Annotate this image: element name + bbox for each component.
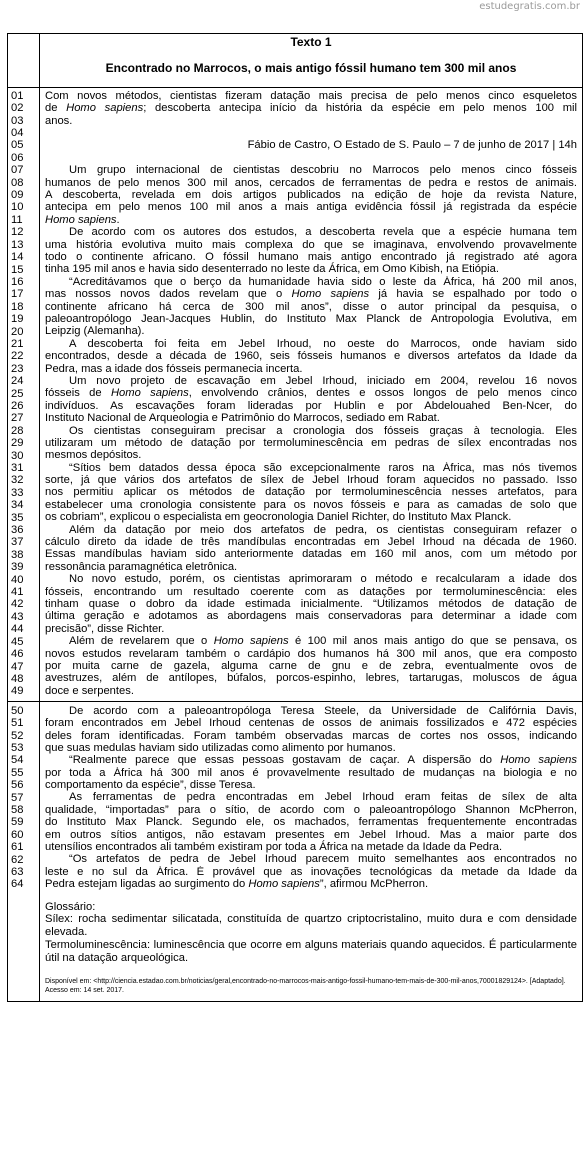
- line-number: 02: [11, 102, 24, 115]
- text-line: última geração e adotamos as abordagens mais conservadoras para determinar a idade com: [45, 610, 577, 623]
- text-line: [45, 127, 577, 139]
- text-line: Homo sapiens.: [45, 213, 120, 226]
- text-line: encontrados, desde a década de 1960, seis fósseis humanos e diversos artefatos da Idade da: [45, 350, 577, 363]
- text-line: De acordo com a paleoantropóloga Teresa Steele, da Universidade de Califórnia Davis,: [69, 704, 577, 717]
- text-line: os cobriam”, explicou o especialista em geocronologia Daniel Richter, do Instituto Max Planck.: [45, 511, 512, 524]
- line-number: 12: [11, 226, 24, 239]
- text-line: Pedra estejam ligadas ao surgimento do Homo sapiens”, afirmou McPherron.: [45, 878, 429, 891]
- line-number: 07: [11, 164, 24, 177]
- text-line: mas nossos novos dados revelam que o Homo sapiens já havia se espalhado por todo o: [45, 288, 577, 301]
- line-number: 03: [11, 114, 24, 127]
- text-line: qualidade, “importadas” para o sítio, de acordo com o paleoantropólogo Shannon McPherron,: [45, 803, 577, 816]
- line-number: 44: [11, 623, 24, 636]
- line-number: 10: [11, 201, 24, 214]
- line-number: 27: [11, 412, 24, 425]
- line-number: 63: [11, 866, 24, 878]
- line-number: 45: [11, 635, 24, 648]
- line-number: 16: [11, 275, 24, 288]
- line-number: 24: [11, 375, 24, 388]
- text-line: novos estudos revelaram também o cardápio dos humanos há 300 mil anos, que era composto: [45, 647, 577, 660]
- text-line: ressonância paramagnética eletrônica.: [45, 560, 238, 573]
- line-number: 13: [11, 238, 24, 251]
- glossary-termoluminescencia: Termoluminescência: luminescência que ocorre em alguns materiais quando aquecidos. É particularmente útil na datação arqueológica.: [45, 939, 577, 965]
- line-number: 64: [11, 878, 24, 891]
- line-number: 40: [11, 573, 24, 586]
- text-line: Além da datação por meio dos artefatos de pedra, os cientistas conseguiram refazer o: [69, 523, 577, 536]
- line-number: 39: [11, 561, 24, 574]
- line-number: 46: [11, 648, 24, 661]
- text-line: paleoantropólogo Jean-Jacques Hublin, do Instituto Max Planck de Antropologia Evolutiva, em: [45, 312, 577, 325]
- text-line: Os cientistas conseguiram precisar a cronologia dos fósseis graças à tecnologia. Eles: [69, 424, 577, 437]
- line-number: 08: [11, 176, 24, 189]
- text-line: Instituto Nacional de Arqueologia e Patrimônio do Marrocos, sediado em Rabat.: [45, 412, 440, 425]
- line-number: 06: [11, 151, 24, 164]
- text-line: As ferramentas de pedra encontradas em Jebel Irhoud eram feitas de sílex de alta: [69, 791, 577, 804]
- text-line: tinham quase o dobro da idade estimada inicialmente. “Utilizamos métodos de datação de: [45, 598, 577, 611]
- text-line: estabelecer uma cronologia consistente para os novos fósseis e para as camadas de solo que: [45, 498, 577, 511]
- line-number: 52: [11, 729, 24, 742]
- text-frame: [7, 33, 583, 1002]
- text-line: Leipzig (Alemanha).: [45, 325, 145, 338]
- text-line: utensílios encontrados ali também existiram por toda a África na metade da Idade da Pedra.: [45, 841, 503, 854]
- line-number: 48: [11, 672, 24, 685]
- text-line: nos permitiu aplicar os métodos de datação por termoluminescência nesses artefatos, para: [45, 486, 577, 499]
- header-number-column: [8, 34, 40, 87]
- article-part-2: [8, 701, 582, 1001]
- line-number: 37: [11, 536, 24, 549]
- text-line: leste e no sul da África. É provável que as inovações tecnológicas da metade da Idade da: [45, 865, 577, 878]
- line-number: 42: [11, 598, 24, 611]
- line-number: 01: [11, 89, 24, 102]
- text-line: tinha 195 mil anos e havia sido desenterrado no leste da África, em Omo Kibish, na Etiópia.: [45, 263, 499, 276]
- line-numbers-1: [8, 88, 40, 701]
- text-line: Além de revelarem que o Homo sapiens é 100 mil anos mais antigo do que se pensava, os: [69, 635, 577, 648]
- line-number: 21: [11, 337, 24, 350]
- watermark: estudegratis.com.br: [479, 1, 580, 12]
- line-number: 05: [11, 139, 24, 152]
- line-number: 53: [11, 741, 24, 754]
- article-body-1: [40, 88, 582, 701]
- text-line: “Realmente parece que essas pessoas gostavam de caçar. A dispersão do Homo sapiens: [69, 754, 577, 767]
- text-line: continente africano há cerca de 300 mil anos”, disse o autor principal da pesquisa, o: [45, 300, 577, 313]
- text-line: do Instituto Max Planck. Segundo ele, os machados, ferramentas frequentemente encontradas: [45, 816, 577, 829]
- line-number: 28: [11, 424, 24, 437]
- text-line: mesmos depósitos.: [45, 449, 142, 462]
- line-number: 51: [11, 717, 24, 730]
- text-line: “Os artefatos de pedra de Jebel Irhoud parecem muito semelhantes aos encontrados no: [69, 853, 577, 866]
- header-section: [8, 34, 582, 87]
- line-number: 20: [11, 325, 24, 338]
- line-number: 33: [11, 486, 24, 499]
- text-line: indivíduos. As escavações foram lideradas por Hublin e por Abdelouahed Ben-Ncer, do: [45, 399, 577, 412]
- text-line: deles foram identificadas. Foram também observadas marcas de cortes nos ossos, indicando: [45, 729, 577, 742]
- text-line: sorte, já que vários dos artefatos de sílex de Jebel Irhoud foram aquecidos no passado. Isso: [45, 474, 577, 487]
- line-number: 34: [11, 499, 24, 512]
- article-body-2: [40, 702, 582, 1001]
- source-citation: Disponível em: <http://ciencia.estadao.com.br/noticias/geral,encontrado-no-marrocos-mais-antigo-fossil-humano-tem-mais-de-300-mil-anos,70001829124>. [Adaptado]. Acesso em: 14 set. 2017.: [45, 978, 566, 995]
- line-number: 35: [11, 511, 24, 524]
- line-number: 11: [11, 213, 23, 226]
- line-number: 36: [11, 524, 24, 537]
- line-number: 50: [11, 704, 24, 717]
- text-line: humanos de pelo menos 300 mil anos, cercados de ferramentas de pedra e restos de animais.: [45, 176, 577, 189]
- line-number: 55: [11, 766, 24, 779]
- text-line: de Homo sapiens; descoberta antecipa início da história da espécie em pelo menos 100 mil: [45, 102, 577, 115]
- line-number: 30: [11, 449, 24, 462]
- text-line: fósseis de Homo sapiens, envolvendo crânios, dentes e ossos longos de pelo menos cinco: [45, 387, 577, 400]
- text-line: comportamento da espécie”, disse Teresa.: [45, 779, 256, 792]
- texto-label: Texto 1: [290, 35, 332, 49]
- text-line: No novo estudo, porém, os cientistas aprimoraram o método e recalcularam a idade dos: [69, 573, 577, 586]
- glossary-title: Glossário:: [45, 900, 96, 913]
- line-number: 09: [11, 189, 24, 202]
- text-line: Um novo projeto de escavação em Jebel Irhoud, iniciado em 2004, revelou 16 novos: [69, 374, 577, 387]
- headline: Encontrado no Marrocos, o mais antigo fóssil humano tem 300 mil anos: [105, 61, 517, 76]
- text-line: em outros sítios antigos, não estavam presentes em Jebel Irhoud. Mas a maior parte dos: [45, 828, 577, 841]
- line-number: 25: [11, 387, 24, 400]
- text-line: que suas medulas haviam sido utilizadas como alimento por humanos.: [45, 741, 396, 754]
- line-number: 23: [11, 362, 24, 375]
- text-line: cálculo direto da idade de três mandíbulas encontradas em Jebel Irhoud na década de 1960.: [45, 536, 577, 549]
- line-number: 57: [11, 791, 24, 804]
- line-number: 58: [11, 803, 24, 816]
- text-line: Essas mandíbulas haviam sido anteriormente datadas em 160 mil anos, com um método por: [45, 548, 577, 561]
- line-number: 56: [11, 779, 24, 792]
- text-line: foram encontrados em Jebel Irhoud centenas de ossos de animais fossilizados e 472 espécies: [45, 717, 577, 730]
- text-line: anos.: [45, 114, 73, 127]
- text-line: antecipa em pelo menos 100 mil anos a mais antiga evidência fóssil já registrada da espécie: [45, 201, 577, 214]
- text-line: A descoberta foi feita em Jebel Irhoud, no oeste do Marrocos, onde haviam sido: [69, 337, 577, 350]
- text-line: doce e serpentes.: [45, 684, 134, 697]
- line-number: 61: [11, 841, 24, 854]
- line-number: 41: [11, 586, 24, 599]
- text-line: Um grupo internacional de cientistas descobriu no Marrocos pelo menos cinco fósseis: [69, 164, 577, 177]
- text-line: avestruzes, além de antílopes, búfalos, porcos-espinho, lebres, tartarugas, moluscos de água: [45, 672, 577, 685]
- line-number: 47: [11, 660, 24, 673]
- line-number: 19: [11, 313, 24, 326]
- line-number: 04: [11, 127, 24, 140]
- byline: Fábio de Castro, O Estado de S. Paulo – 7 de junho de 2017 | 14h: [247, 139, 577, 152]
- text-line: “Sítios bem datados dessa época são excepcionalmente raros na África, mas nós tivemos: [69, 461, 577, 474]
- line-number: 29: [11, 437, 24, 450]
- text-line: utilizaram um método de datação por termoluminescência em pedras de sílex encontradas nos: [45, 436, 577, 449]
- line-number: 14: [11, 251, 24, 264]
- text-line: “Acreditávamos que o berço da humanidade havia sido o leste da África, há 200 mil anos,: [69, 275, 577, 288]
- line-number: 59: [11, 816, 24, 829]
- text-line: [45, 152, 577, 164]
- line-number: 26: [11, 399, 24, 412]
- line-numbers-2: [8, 702, 40, 1001]
- line-number: 43: [11, 610, 24, 623]
- text-line: uma história evolutiva muito mais complexa do que se imaginava, envolvendo provavelmente: [45, 238, 577, 251]
- text-line: por muita carne de gazela, alguma carne de gnu e de zebra, eventualmente ovos de: [45, 659, 577, 672]
- line-number: 54: [11, 754, 24, 767]
- text-line: Com novos métodos, cientistas fizeram datação mais precisa de pelo menos cinco esqueletos: [45, 89, 577, 102]
- text-line: A descoberta, revelada em dois artigos publicados na edição de hoje da revista Nature,: [45, 189, 577, 201]
- text-line: De acordo com os autores dos estudos, a descoberta revela que a espécie humana tem: [69, 226, 577, 239]
- text-line: por toda a África há 300 mil anos é provavelmente resultado de mudanças na biologia e no: [45, 766, 577, 779]
- line-number: 18: [11, 300, 24, 313]
- line-number: 22: [11, 350, 24, 363]
- line-number: 17: [11, 288, 24, 301]
- glossary-silex: Sílex: rocha sedimentar silicatada, constituída de quartzo criptocristalino, muito dura e com densidade elevada.: [45, 913, 577, 939]
- line-number: 38: [11, 548, 24, 561]
- text-line: fósseis, encontrando um resultado coerente com as datações por termoluminescência: eles: [45, 585, 577, 598]
- line-number: 15: [11, 263, 24, 276]
- article-part-1: [8, 87, 582, 701]
- line-number: 62: [11, 853, 24, 866]
- text-line: Pedra, mas a idade dos fósseis permanecia incerta.: [45, 362, 303, 375]
- text-line: precisão”, disse Richter.: [45, 622, 165, 635]
- line-number: 32: [11, 474, 24, 487]
- text-line: todo o continente africano. O fóssil humano mais antigo encontrado já registrado até agora: [45, 250, 577, 263]
- line-number: 60: [11, 828, 24, 841]
- line-number: 49: [11, 685, 24, 698]
- line-number: 31: [11, 462, 24, 474]
